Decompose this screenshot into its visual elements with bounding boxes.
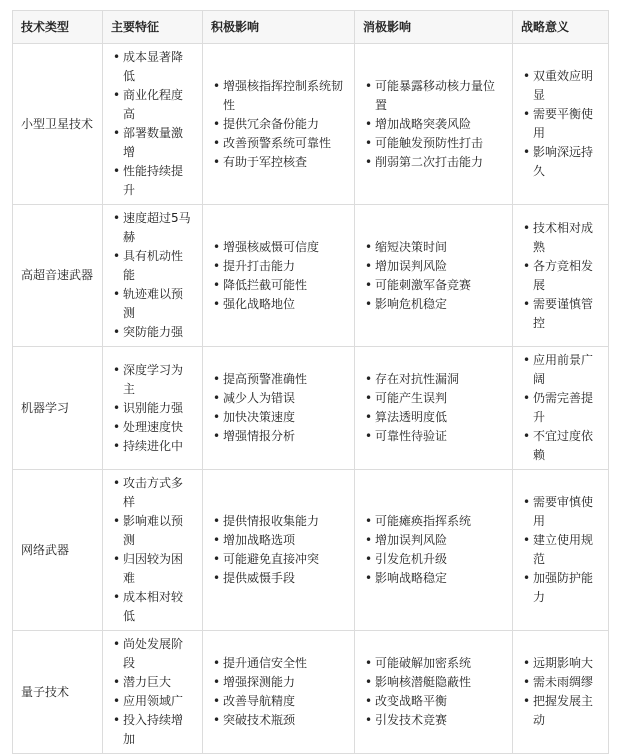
bullet-list bbox=[363, 77, 504, 172]
list-item: • 增加误判风险 bbox=[363, 257, 504, 276]
list-item: • 提高预警准确性 bbox=[211, 370, 346, 389]
bullet-list bbox=[521, 351, 600, 465]
list-item: • 应用领域广 bbox=[111, 692, 194, 711]
list-item: • 可能产生误判 bbox=[363, 389, 504, 408]
negative-impact-cell bbox=[355, 631, 513, 754]
bullet-list bbox=[521, 67, 600, 181]
list-item: • 各方竞相发展 bbox=[521, 257, 600, 295]
list-item: • 改变战略平衡 bbox=[363, 692, 504, 711]
bullet-list bbox=[521, 654, 600, 730]
list-item: • 增强情报分析 bbox=[211, 427, 346, 446]
list-item: • 增加误判风险 bbox=[363, 531, 504, 550]
list-item: • 需要谨慎管控 bbox=[521, 295, 600, 333]
list-item: • 改善导航精度 bbox=[211, 692, 346, 711]
list-item: • 可能破解加密系统 bbox=[363, 654, 504, 673]
bullet-list bbox=[363, 654, 504, 730]
table-row bbox=[13, 205, 609, 347]
list-item: • 缩短决策时间 bbox=[363, 238, 504, 257]
list-item: • 提供冗余备份能力 bbox=[211, 115, 346, 134]
list-item: • 持续进化中 bbox=[111, 437, 194, 456]
list-item: • 仍需完善提升 bbox=[521, 389, 600, 427]
list-item: • 有助于军控核查 bbox=[211, 153, 346, 172]
list-item: • 建立使用规范 bbox=[521, 531, 600, 569]
features-cell bbox=[103, 347, 203, 470]
strategic-significance-cell bbox=[513, 347, 609, 470]
positive-impact-cell bbox=[203, 205, 355, 347]
list-item: • 不宜过度依赖 bbox=[521, 427, 600, 465]
list-item: • 突防能力强 bbox=[111, 323, 194, 342]
positive-impact-cell bbox=[203, 470, 355, 631]
list-item: • 成本相对较低 bbox=[111, 588, 194, 626]
technology-type-cell: 机器学习 bbox=[13, 347, 103, 470]
negative-impact-cell bbox=[355, 470, 513, 631]
list-item: • 可能瘫痪指挥系统 bbox=[363, 512, 504, 531]
list-item: • 轨迹难以预测 bbox=[111, 285, 194, 323]
strategic-significance-cell bbox=[513, 470, 609, 631]
bullet-list bbox=[363, 512, 504, 588]
bullet-list bbox=[521, 493, 600, 607]
list-item: • 可能刺激军备竞赛 bbox=[363, 276, 504, 295]
list-item: • 处理速度快 bbox=[111, 418, 194, 437]
table-row bbox=[13, 44, 609, 205]
negative-impact-cell bbox=[355, 205, 513, 347]
list-item: • 深度学习为主 bbox=[111, 361, 194, 399]
list-item: • 突破技术瓶颈 bbox=[211, 711, 346, 730]
positive-impact-cell bbox=[203, 44, 355, 205]
list-item: • 速度超过5马赫 bbox=[111, 209, 194, 247]
list-item: • 影响核潜艇隐蔽性 bbox=[363, 673, 504, 692]
list-item: • 技术相对成熟 bbox=[521, 219, 600, 257]
list-item: • 投入持续增加 bbox=[111, 711, 194, 749]
bullet-list bbox=[521, 219, 600, 333]
bullet-list bbox=[111, 635, 194, 749]
list-item: • 增强核威慑可信度 bbox=[211, 238, 346, 257]
bullet-list bbox=[211, 370, 346, 446]
list-item: • 尚处发展阶段 bbox=[111, 635, 194, 673]
list-item: • 双重效应明显 bbox=[521, 67, 600, 105]
list-item: • 削弱第二次打击能力 bbox=[363, 153, 504, 172]
list-item: • 可能暴露移动核力量位置 bbox=[363, 77, 504, 115]
positive-impact-cell bbox=[203, 347, 355, 470]
negative-impact-cell bbox=[355, 347, 513, 470]
list-item: • 加快决策速度 bbox=[211, 408, 346, 427]
bullet-list bbox=[211, 77, 346, 172]
list-item: • 增强探测能力 bbox=[211, 673, 346, 692]
list-item: • 应用前景广阔 bbox=[521, 351, 600, 389]
list-item: • 远期影响大 bbox=[521, 654, 600, 673]
list-item: • 增强核指挥控制系统韧性 bbox=[211, 77, 346, 115]
list-item: • 提供情报收集能力 bbox=[211, 512, 346, 531]
list-item: • 需要审慎使用 bbox=[521, 493, 600, 531]
list-item: • 归因较为困难 bbox=[111, 550, 194, 588]
table-row bbox=[13, 470, 609, 631]
bullet-list bbox=[111, 474, 194, 626]
list-item: • 减少人为错误 bbox=[211, 389, 346, 408]
list-item: • 可能触发预防性打击 bbox=[363, 134, 504, 153]
list-item: • 识别能力强 bbox=[111, 399, 194, 418]
column-header-negative-impact: 消极影响 bbox=[355, 11, 513, 44]
strategic-significance-cell bbox=[513, 205, 609, 347]
list-item: • 提供威慑手段 bbox=[211, 569, 346, 588]
list-item: • 影响深远持久 bbox=[521, 143, 600, 181]
list-item: • 可靠性待验证 bbox=[363, 427, 504, 446]
list-item: • 存在对抗性漏洞 bbox=[363, 370, 504, 389]
strategic-significance-cell bbox=[513, 44, 609, 205]
technology-type-cell: 小型卫星技术 bbox=[13, 44, 103, 205]
column-header-strategic-significance: 战略意义 bbox=[513, 11, 609, 44]
table-row bbox=[13, 347, 609, 470]
features-cell bbox=[103, 470, 203, 631]
list-item: • 需要平衡使用 bbox=[521, 105, 600, 143]
technology-comparison-table bbox=[12, 10, 609, 754]
positive-impact-cell bbox=[203, 631, 355, 754]
list-item: • 可能避免直接冲突 bbox=[211, 550, 346, 569]
list-item: • 性能持续提升 bbox=[111, 162, 194, 200]
bullet-list bbox=[211, 512, 346, 588]
list-item: • 增加战略突袭风险 bbox=[363, 115, 504, 134]
bullet-list bbox=[363, 238, 504, 314]
list-item: • 引发危机升级 bbox=[363, 550, 504, 569]
column-header-positive-impact: 积极影响 bbox=[203, 11, 355, 44]
header-row bbox=[13, 11, 609, 44]
strategic-significance-cell bbox=[513, 631, 609, 754]
list-item: • 算法透明度低 bbox=[363, 408, 504, 427]
list-item: • 具有机动性能 bbox=[111, 247, 194, 285]
column-header-technology-type: 技术类型 bbox=[13, 11, 103, 44]
technology-type-cell: 网络武器 bbox=[13, 470, 103, 631]
bullet-list bbox=[111, 48, 194, 200]
bullet-list bbox=[111, 361, 194, 456]
list-item: • 影响战略稳定 bbox=[363, 569, 504, 588]
column-header-main-features: 主要特征 bbox=[103, 11, 203, 44]
list-item: • 改善预警系统可靠性 bbox=[211, 134, 346, 153]
list-item: • 部署数量激增 bbox=[111, 124, 194, 162]
features-cell bbox=[103, 205, 203, 347]
list-item: • 引发技术竞赛 bbox=[363, 711, 504, 730]
list-item: • 成本显著降低 bbox=[111, 48, 194, 86]
bullet-list bbox=[211, 654, 346, 730]
technology-type-cell: 高超音速武器 bbox=[13, 205, 103, 347]
technology-type-cell: 量子技术 bbox=[13, 631, 103, 754]
list-item: • 影响危机稳定 bbox=[363, 295, 504, 314]
bullet-list bbox=[211, 238, 346, 314]
list-item: • 提升打击能力 bbox=[211, 257, 346, 276]
list-item: • 影响难以预测 bbox=[111, 512, 194, 550]
bullet-list bbox=[111, 209, 194, 342]
table-row bbox=[13, 631, 609, 754]
list-item: • 降低拦截可能性 bbox=[211, 276, 346, 295]
list-item: • 把握发展主动 bbox=[521, 692, 600, 730]
features-cell bbox=[103, 44, 203, 205]
list-item: • 加强防护能力 bbox=[521, 569, 600, 607]
list-item: • 强化战略地位 bbox=[211, 295, 346, 314]
list-item: • 增加战略选项 bbox=[211, 531, 346, 550]
features-cell bbox=[103, 631, 203, 754]
list-item: • 商业化程度高 bbox=[111, 86, 194, 124]
list-item: • 需未雨绸缪 bbox=[521, 673, 600, 692]
negative-impact-cell bbox=[355, 44, 513, 205]
bullet-list bbox=[363, 370, 504, 446]
list-item: • 攻击方式多样 bbox=[111, 474, 194, 512]
list-item: • 提升通信安全性 bbox=[211, 654, 346, 673]
list-item: • 潜力巨大 bbox=[111, 673, 194, 692]
